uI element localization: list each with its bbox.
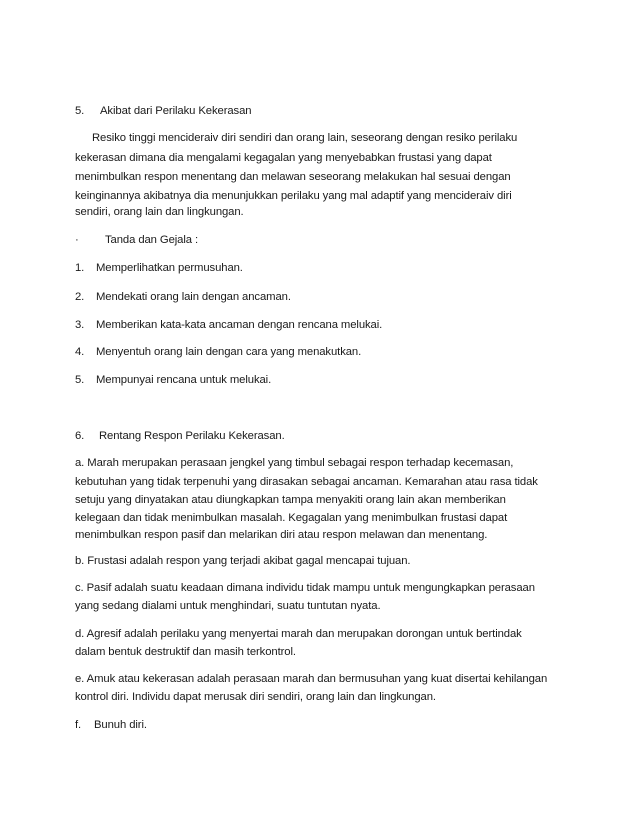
item-f-line [75,718,147,732]
list-item [75,261,243,275]
item-a-line: kebutuhan yang tidak terpenuhi yang dirasakan sebagai ancaman. Kemarahan atau rasa tidak [75,476,538,488]
section5-heading-text: Akibat dari Perilaku Kekerasan [100,105,252,117]
item-d-line: dalam bentuk destruktif dan masih terkontrol. [75,646,296,658]
item-e-line: e. Amuk atau kekerasan adalah perasaan marah dan bermusuhan yang kuat disertai kehilangan [75,673,548,685]
list-item [75,318,382,332]
item-a-line: menimbulkan respon pasif dan melarikan diri atau respon melawan dan menentang. [75,529,488,541]
item-d-line: d. Agresif adalah perilaku yang menyertai marah dan merupakan dorongan untuk bertindak [75,628,522,640]
section6-heading [75,429,285,443]
list-item-number: 2. [75,291,85,303]
item-c-line: yang sedang dialami untuk menghindari, suatu tuntutan nyata. [75,600,381,612]
item-b-line: b. Frustasi adalah respon yang terjadi akibat gagal mencapai tujuan. [75,555,411,567]
list-item-text: Memberikan kata-kata ancaman dengan rencana melukai. [96,319,383,331]
section5-paragraph-line: kekerasan dimana dia mengalami kegagalan yang menyebabkan frustasi yang dapat [75,152,492,164]
section5-heading-number: 5. [75,105,85,117]
list-item [75,345,361,359]
signs-heading [75,233,198,247]
item-f-number: f. [75,719,82,731]
section5-paragraph-line: Resiko tinggi mencideraiv diri sendiri dan orang lain, seseorang dengan resiko perilaku [92,132,518,144]
item-f-text: Bunuh diri. [94,719,147,731]
bullet-icon: · [75,234,79,246]
item-a-line: kelegaan dan tidak menimbulkan masalah. Kegagalan yang menimbulkan frustasi dapat [75,512,508,524]
list-item-text: Menyentuh orang lain dengan cara yang menakutkan. [96,346,362,358]
section6-heading-text: Rentang Respon Perilaku Kekerasan. [99,430,285,442]
list-item [75,373,271,387]
section5-paragraph-line: keinginannya akibatnya dia menunjukkan perilaku yang mal adaptif yang mencideraiv diri [75,190,512,202]
list-item [75,290,291,304]
list-item-text: Mempunyai rencana untuk melukai. [96,374,272,386]
item-a-line: setuju yang dinyatakan atau diungkapkan tampa menyakiti orang lain akan memberikan [75,494,506,506]
signs-label: Tanda dan Gejala : [105,234,199,246]
list-item-text: Mendekati orang lain dengan ancaman. [96,291,291,303]
list-item-number: 5. [75,374,85,386]
list-item-number: 4. [75,346,85,358]
list-item-number: 1. [75,262,85,274]
item-a-line: a. Marah merupakan perasaan jengkel yang timbul sebagai respon terhadap kecemasan, [75,457,514,469]
list-item-number: 3. [75,319,85,331]
section5-paragraph-line: menimbulkan respon menentang dan melawan seseorang melakukan hal sesuai dengan [75,171,511,183]
section6-heading-number: 6. [75,430,85,442]
item-e-line: kontrol diri. Individu dapat merusak diri sendiri, orang lain dan lingkungan. [75,691,436,703]
section5-heading [75,104,251,118]
section5-paragraph-line: sendiri, orang lain dan lingkungan. [75,206,244,218]
list-item-text: Memperlihatkan permusuhan. [96,262,243,274]
item-c-line: c. Pasif adalah suatu keadaan dimana individu tidak mampu untuk mengungkapkan perasaan [75,582,535,594]
